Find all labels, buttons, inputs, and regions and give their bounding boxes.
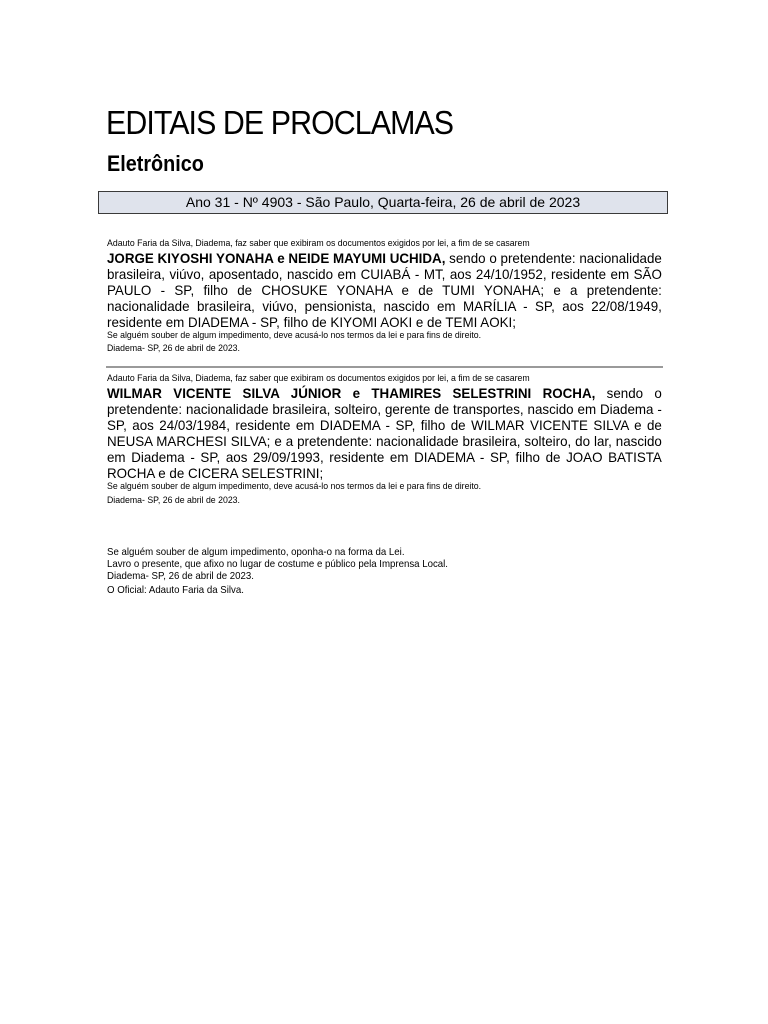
place-date: Diadema- SP, 26 de abril de 2023.	[107, 495, 240, 506]
closing-statement	[107, 546, 478, 596]
page-subtitle: Eletrônico	[107, 151, 204, 176]
impediment-notice: Se alguém souber de algum impedimento, deve acusá-lo nos termos da lei e para fins de direito.	[107, 481, 482, 492]
page-title: EDITAIS DE PROCLAMAS	[106, 104, 454, 141]
closing-line-2: Lavro o presente, que afixo no lugar de costume e público pela Imprensa Local.	[107, 558, 449, 570]
entry-divider	[106, 366, 663, 368]
official-signature: O Oficial: Adauto Faria da Silva.	[107, 584, 244, 596]
issue-banner: Ano 31 - Nº 4903 - São Paulo, Quarta-feira, 26 de abril de 2023	[98, 191, 668, 214]
edital-body	[107, 250, 662, 330]
edital-entry-2	[107, 373, 662, 507]
edital-body	[107, 385, 662, 481]
edital-text: sendo o pretendente: nacionalidade brasileira, solteiro, gerente de transportes, nascido em Diadema - SP, aos 24/03/1984, residente em DIADEMA - SP, filho de WILMAR VICENTE SILVA e de NEUSA MARCHESI SILVA; e a pretendente: nacionalidade brasileira, solteiro, do lar, nascido em Diadema - SP, aos 29/09/1993, residente em DIADEMA - SP, filho de JOAO BATISTA ROCHA e de CICERA SELESTRINI;	[107, 385, 662, 481]
couple-names: JORGE KIYOSHI YONAHA e NEIDE MAYUMI UCHIDA,	[107, 250, 446, 266]
impediment-notice: Se alguém souber de algum impedimento, deve acusá-lo nos termos da lei e para fins de direito.	[107, 330, 482, 341]
closing-line-3: Diadema- SP, 26 de abril de 2023.	[107, 570, 254, 582]
edital-text: sendo o pretendente: nacionalidade brasileira, viúvo, aposentado, nascido em CUIABÁ - MT, aos 24/10/1952, residente em SÃO PAULO - SP, filho de CHOSUKE YONAHA e de TUMI YONAHA; e a pretendente: nacionalidade brasileira, viúvo, pensionista, nascido em MARÍLIA - SP, aos 22/08/1949, residente em DIADEMA - SP, filho de KIYOMI AOKI e de TEMI AOKI;	[107, 250, 662, 330]
place-date: Diadema- SP, 26 de abril de 2023.	[107, 343, 240, 354]
closing-line-1: Se alguém souber de algum impedimento, oponha-o na forma da Lei.	[107, 546, 405, 558]
edital-intro: Adauto Faria da Silva, Diadema, faz saber que exibiram os documentos exigidos por lei, a fim de se casarem	[107, 238, 530, 249]
couple-names: WILMAR VICENTE SILVA JÚNIOR e THAMIRES SELESTRINI ROCHA,	[107, 385, 596, 401]
edital-entry-1	[107, 238, 662, 355]
edital-intro: Adauto Faria da Silva, Diadema, faz saber que exibiram os documentos exigidos por lei, a fim de se casarem	[107, 373, 530, 384]
